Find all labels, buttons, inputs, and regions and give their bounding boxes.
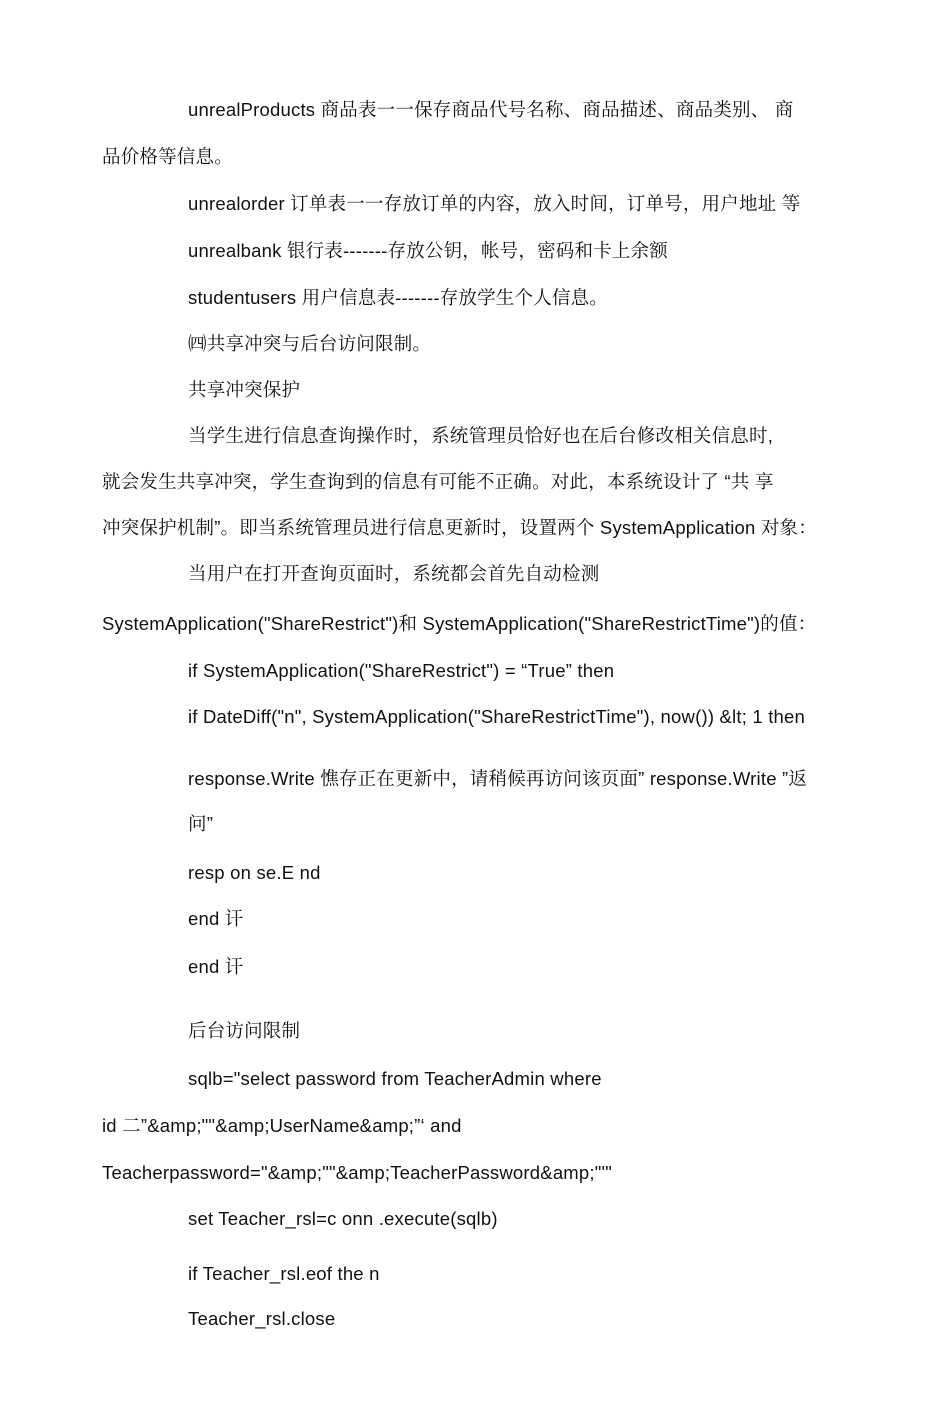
- code-line: Teacherpassword="&amp;""&amp;TeacherPassword&amp;"'": [102, 1162, 613, 1183]
- code-line: Teacher_rsl.close: [188, 1308, 336, 1329]
- text-line: unrealbank 银行表-------存放公钥，帐号，密码和卡上余额: [188, 240, 669, 261]
- code-line: if SystemApplication("ShareRestrict") = “True” then: [188, 660, 615, 681]
- code-line: id 二”&amp;""&amp;UserName&amp;”‘ and: [102, 1115, 462, 1136]
- subsection-heading: 后台访问限制: [188, 1020, 301, 1041]
- text-line: unrealorder 订单表一一存放订单的内容，放入时间，订单号，用户地址 等: [188, 193, 801, 214]
- text-line: studentusers 用户信息表-------存放学生个人信息。: [188, 287, 608, 308]
- code-line: if Teacher_rsl.eof the n: [188, 1263, 380, 1284]
- code-line: set Teacher_rsl=c onn .execute(sqlb): [188, 1208, 498, 1229]
- text-line: 当用户在打开查询页面时，系统都会首先自动检测: [188, 563, 600, 584]
- section-heading: ㈣共享冲突与后台访问限制。: [188, 333, 432, 354]
- text-line: 品价格等信息。: [102, 146, 233, 167]
- text-line: SystemApplication("ShareRestrict")和 SystemApplication("ShareRestrictTime")的值：: [102, 613, 817, 634]
- code-line: sqlb="select password from TeacherAdmin where: [188, 1068, 602, 1089]
- code-line: resp on se.E nd: [188, 862, 321, 883]
- text-line: 冲突保护机制”。即当系统管理员进行信息更新时，设置两个 SystemApplication 对象：: [102, 517, 817, 538]
- text-line: 就会发生共享冲突，学生查询到的信息有可能不正确。对此，本系统设计了 “共 享: [102, 471, 774, 492]
- code-line: end 讦: [188, 908, 244, 929]
- code-line: if DateDiff("n", SystemApplication("ShareRestrictTime"), now()) &lt; 1 then: [188, 706, 806, 727]
- code-line: response.Write 憔存正在更新中，请稍候再访问该页面” response.Write ”返: [188, 768, 808, 789]
- code-line: end 讦: [188, 956, 244, 977]
- text-line: 当学生进行信息查询操作时，系统管理员恰好也在后台修改相关信息时,: [188, 425, 774, 446]
- subsection-heading: 共享冲突保护: [188, 379, 301, 400]
- text-line: unrealProducts 商品表一一保存商品代号名称、商品描述、商品类别、 商: [188, 99, 794, 120]
- code-line: 问”: [188, 813, 214, 834]
